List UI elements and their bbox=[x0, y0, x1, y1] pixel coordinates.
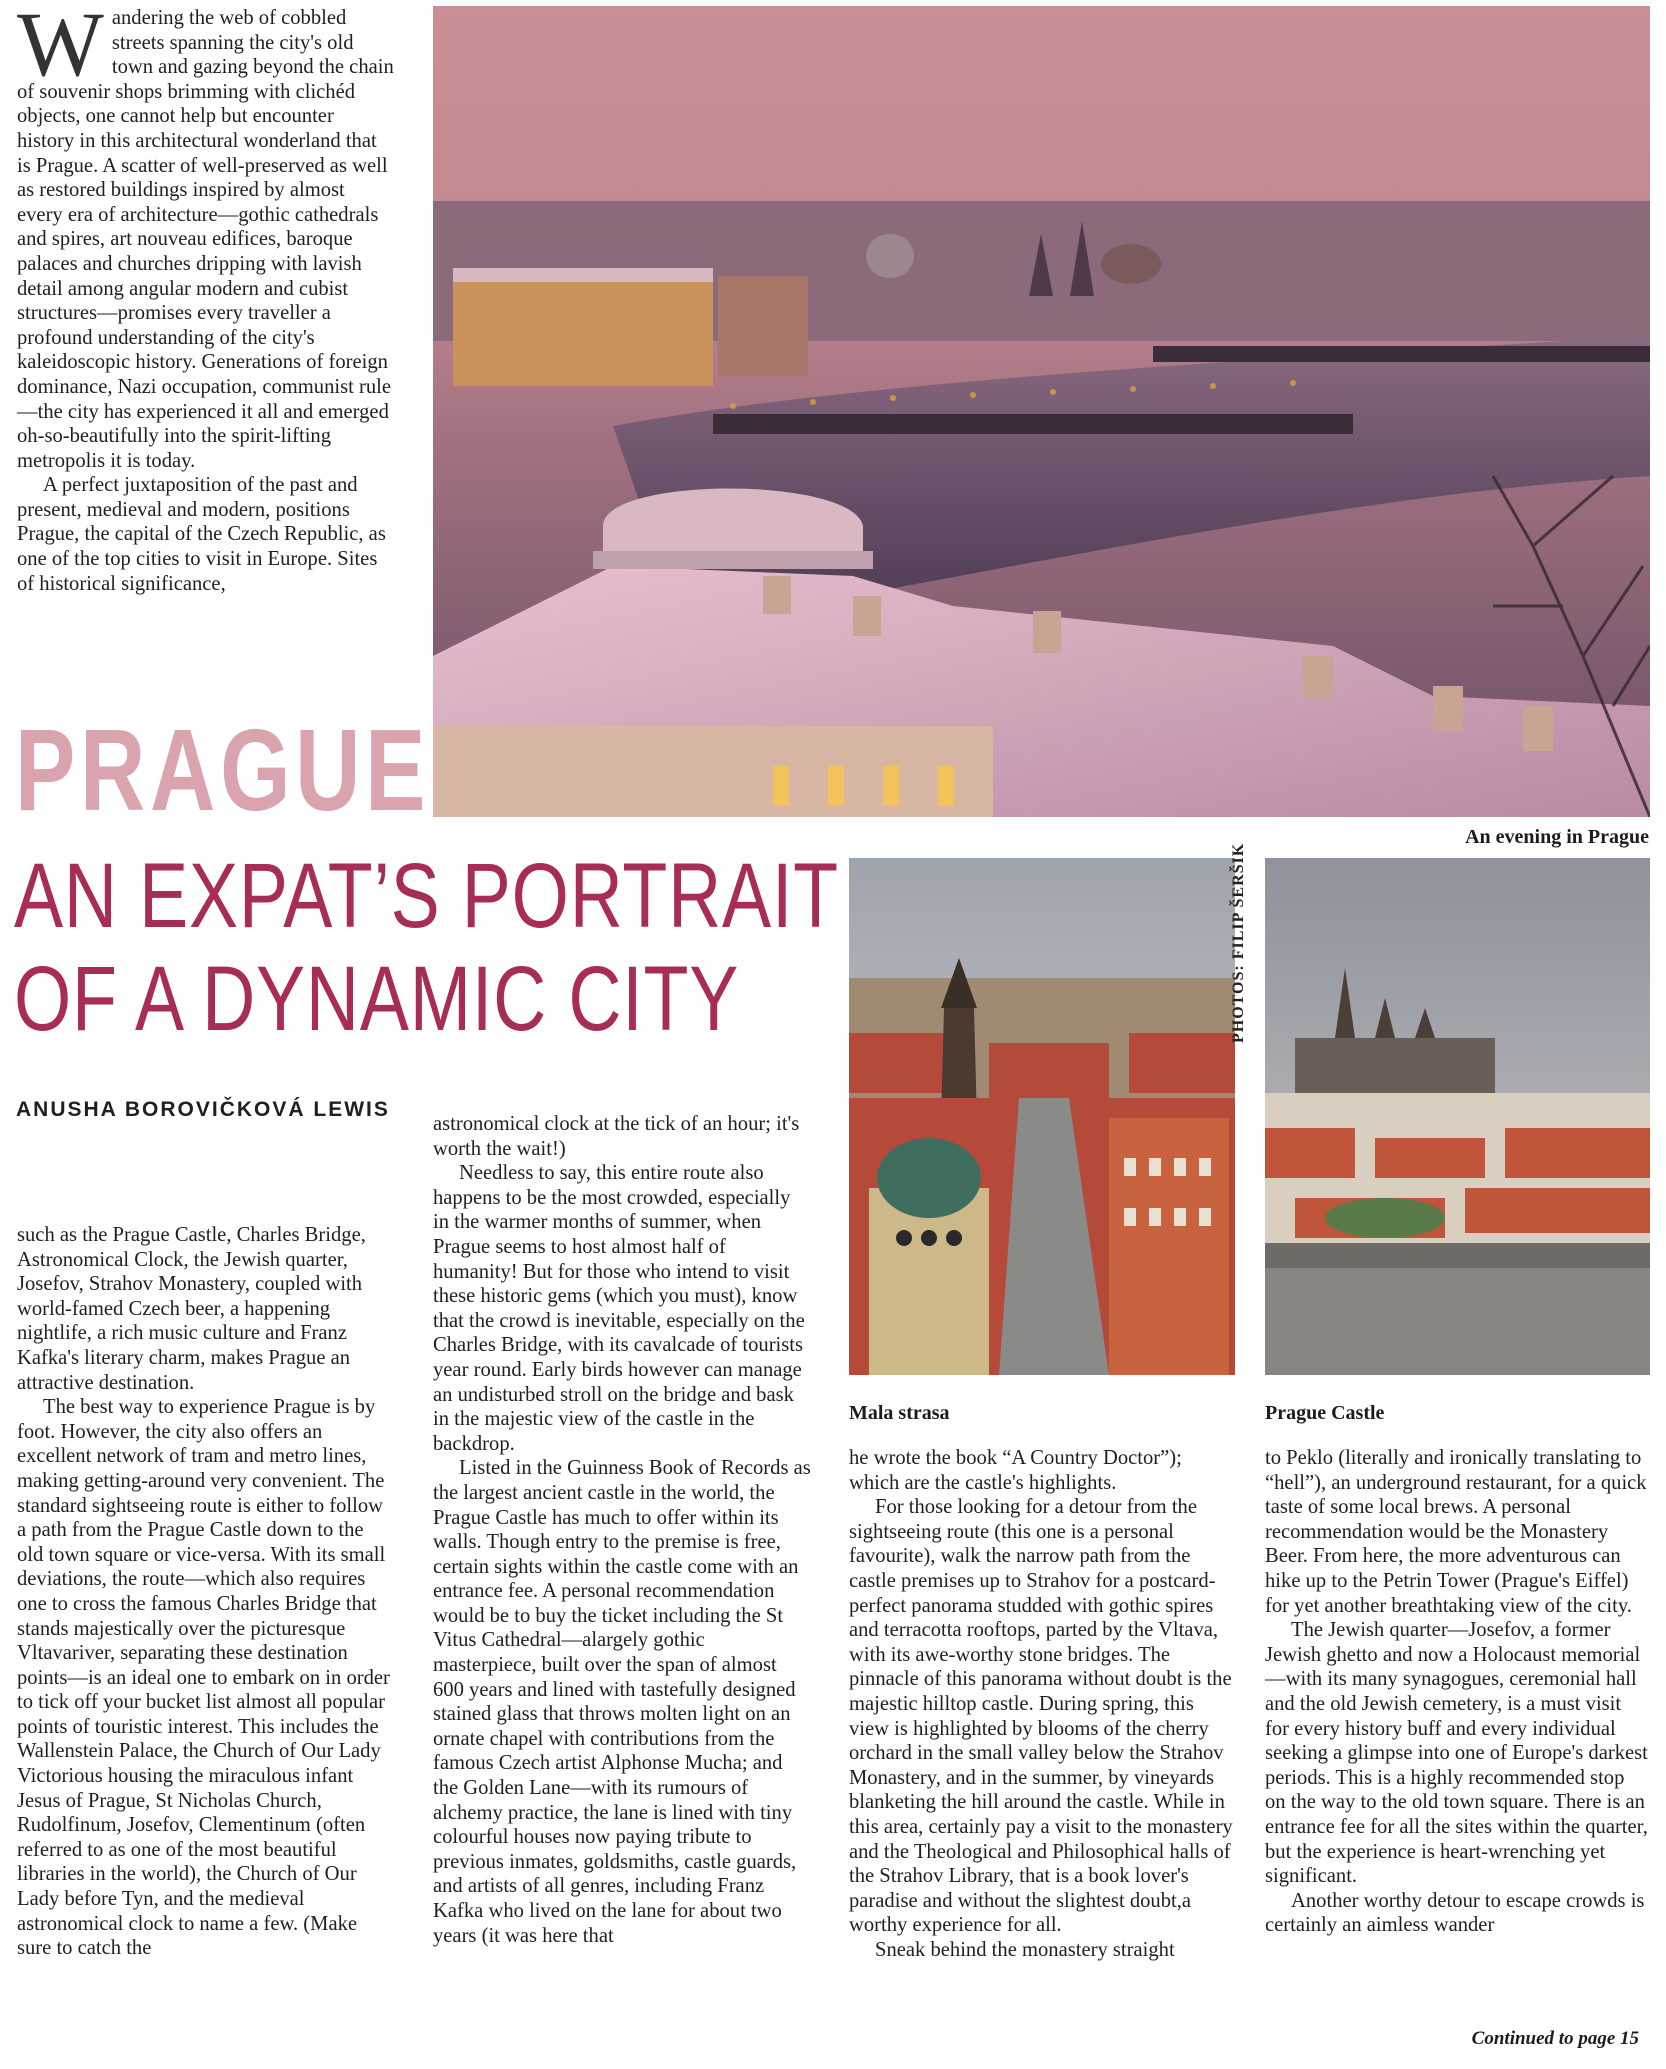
column-2 bbox=[433, 1112, 811, 1948]
column-4 bbox=[1265, 1446, 1650, 1938]
paragraph: to Peklo (literally and ironically translating to “hell”), an underground restaurant, for a quick taste of some local brews. A personal recommendation would be the Monastery Beer. From here, the more adventurous can hike up to the Petrin Tower (Prague's Eiffel) for yet another breathtaking view of the city. bbox=[1265, 1447, 1647, 1617]
paragraph: such as the Prague Castle, Charles Bridge, Astronomical Clock, the Jewish quarter, Josefov, Strahov Monastery, coupled with world-famed Czech beer, a happening nightlife, a rich music culture and Franz Kafka's literary charm, makes Prague an attractive destination. bbox=[17, 1224, 366, 1394]
headline bbox=[14, 845, 839, 1051]
kicker-prague: PRAGUE bbox=[15, 705, 431, 835]
paragraph: A perfect juxtaposition of the past and present, medieval and modern, positions Prague, the capital of the Czech Republic, as one of the top cities to visit in Europe. Sites of historical significance, bbox=[17, 474, 386, 595]
photo-prague-castle bbox=[1265, 858, 1650, 1375]
main-photo-evening-prague bbox=[433, 6, 1650, 817]
column-1-bottom bbox=[17, 1223, 395, 1961]
paragraph: andering the web of cobbled streets spanning the city's old town and gazing beyond the chain of souvenir shops brimming with clichéd objects, one cannot help but encounter history in this architectural wonderland that is Prague. A scatter of well-preserved as well as restored buildings inspired by almost every era of architecture—gothic cathedrals and spires, art nouveau edifices, baroque palaces and churches dripping with lavish detail among angular modern and cubist structures—promises every traveller a profound understanding of the city's kaleidoscopic history. Generations of foreign dominance, Nazi occupation, communist rule—the city has experienced it all and emerged oh-so-beautifully into the spirit-lifting metropolis it is today. bbox=[17, 7, 394, 472]
paragraph: The best way to experience Prague is by foot. However, the city also offers an excellent network of tram and metro lines, making getting-around very convenient. The standard sightseeing route is either to follow a path from the Prague Castle down to the old town square or vice-versa. With its small deviations, the route—which also requires one to cross the famous Charles Bridge that stands majestically over the picturesque Vltavariver, separating these destination points—is an ideal one to embark on in order to tick off your bucket list almost all popular points of touristic interest. This includes the Wallenstein Palace, the Church of Our Lady Victorious housing the miraculous infant Jesus of Prague, St Nicholas Church, Rudolfinum, Josefov, Clementinum (often referred to as one of the most beautiful libraries in the world), the Church of Our Lady before Tyn, and the medieval astronomical clock to name a few. (Make sure to catch the bbox=[17, 1396, 390, 1960]
column-1-top bbox=[17, 0, 395, 596]
main-photo-caption: An evening in Prague bbox=[1465, 826, 1649, 848]
paragraph: astronomical clock at the tick of an hour; it's worth the wait!) bbox=[433, 1113, 800, 1160]
photo-credit: PHOTOS: FILIP ŠERŠIK bbox=[1230, 842, 1247, 1043]
continued-note: Continued to page 15 bbox=[1471, 2028, 1639, 2049]
paragraph: Listed in the Guinness Book of Records as the largest ancient castle in the world, the Prague Castle has much to offer within its walls. Though entry to the premise is free, certain sights within the castle come with an entrance fee. A personal recommendation would be to buy the ticket including the St Vitus Cathedral—alargely gothic masterpiece, built over the span of almost 600 years and lined with tastefully designed stained glass that throws molten light on an ornate chapel with contributions from the famous Czech artist Alphonse Mucha; and the Golden Lane—with its rumours of alchemy practice, the lane is lined with tiny colourful houses now paying tribute to previous inmates, goldsmiths, castle guards, and artists of all genres, including Franz Kafka who lived on the lane for about two years (it was here that bbox=[433, 1457, 811, 1947]
drop-cap: W bbox=[17, 0, 104, 95]
prague-castle-caption: Prague Castle bbox=[1265, 1402, 1385, 1424]
photo-illustration bbox=[849, 858, 1235, 1375]
photo-illustration bbox=[433, 6, 1650, 817]
photo-mala-strasa bbox=[849, 858, 1235, 1375]
paragraph: Another worthy detour to escape crowds is certainly an aimless wander bbox=[1265, 1889, 1645, 1937]
photo-illustration bbox=[1265, 858, 1650, 1375]
paragraph: he wrote the book “A Country Doctor”); which are the castle's highlights. bbox=[849, 1447, 1182, 1494]
paragraph: Sneak behind the monastery straight bbox=[875, 1938, 1175, 1961]
headline-line-1: AN EXPAT’S PORTRAIT bbox=[14, 845, 839, 947]
paragraph: For those looking for a detour from the sightseeing route (this one is a personal favourite), walk the narrow path from the castle premises up to Strahov for a postcard-perfect panorama studded with gothic spires and terracotta rooftops, parted by the Vltava, with its awe-worthy stone bridges. The pinnacle of this panorama without doubt is the majestic hilltop castle. During spring, this view is highlighted by blooms of the cherry orchard in the small valley below the Strahov Monastery, and in the summer, by vineyards blanketing the hill around the castle. While in this area, certainly pay a visit to the monastery and the Theological and Philosophical halls of the Strahov Library, that is a book lover's paradise and without the slightest doubt,a worthy experience for all. bbox=[849, 1496, 1233, 1937]
column-3 bbox=[849, 1446, 1235, 1962]
headline-line-2: OF A DYNAMIC CITY bbox=[14, 948, 740, 1050]
paragraph: Needless to say, this entire route also happens to be the most crowded, especially in the warmer months of summer, when Prague seems to host almost half of humanity! But for those who intend to visit these historic gems (which you must), know that the crowd is inevitable, especially on the Charles Bridge, with its cavalcade of tourists year round. Early birds however can manage an undisturbed stroll on the bridge and bask in the majestic view of the castle in the backdrop. bbox=[433, 1162, 805, 1455]
byline: ANUSHA BOROVIČKOVÁ LEWIS bbox=[16, 1098, 390, 1121]
paragraph: The Jewish quarter—Josefov, a former Jewish ghetto and now a Holocaust memorial—with its many synagogues, ceremonial hall and the old Jewish cemetery, is a must visit for every history buff and every individual seeking a glimpse into one of Europe's darkest periods. This is a highly recommended stop on the way to the old town square. There is an entrance fee for all the sites within the quarter, but the experience is heart-wrenching yet significant. bbox=[1265, 1619, 1648, 1888]
mala-strasa-caption: Mala strasa bbox=[849, 1402, 950, 1424]
